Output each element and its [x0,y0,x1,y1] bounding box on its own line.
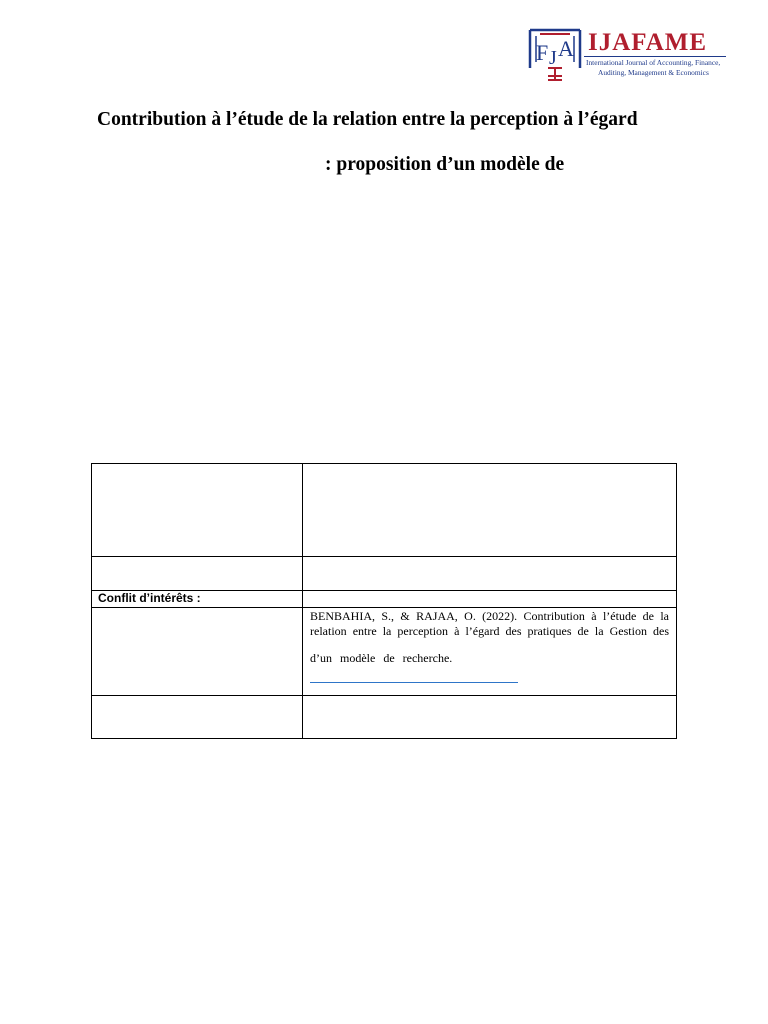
table-row [92,557,677,591]
table-cell [92,557,303,591]
article-title-line2: : proposition d’un modèle de [325,154,565,175]
conflict-of-interest-label: Conflit d’intérêts : [92,591,303,608]
svg-text:F: F [536,40,549,65]
article-title-line1: Contribution à l’étude de la relation entre la perception à l’égard [97,109,638,130]
citation-line3: d’un modèle de recherche. [310,651,453,665]
table-cell [92,696,303,739]
table-cell [92,608,303,696]
table-cell [92,464,303,557]
journal-name: IJAFAME [588,29,708,56]
logo-divider [584,56,726,57]
citation-line2: relation entre la perception à l’égard des pratiques de la Gestion des [310,624,669,638]
citation-cell [303,608,677,696]
svg-text:J: J [549,47,557,69]
table-row [92,608,677,696]
ijafame-logo-icon [526,26,584,82]
journal-subtitle-line1: International Journal of Accounting, Finance, [586,58,721,67]
table-cell [303,557,677,591]
table-row [92,696,677,739]
journal-logo [524,24,730,84]
table-cell [303,464,677,557]
doi-link[interactable] [310,682,518,683]
journal-subtitle [586,58,730,78]
article-info-table [91,463,677,739]
table-row [92,591,677,608]
table-cell [303,696,677,739]
svg-text:A: A [558,36,574,61]
journal-subtitle-line2: Auditing, Management & Economics [598,68,709,77]
citation-line1: BENBAHIA, S., & RAJAA, O. (2022). Contribution à l’étude de la [310,609,669,623]
table-row [92,464,677,557]
table-cell [303,591,677,608]
